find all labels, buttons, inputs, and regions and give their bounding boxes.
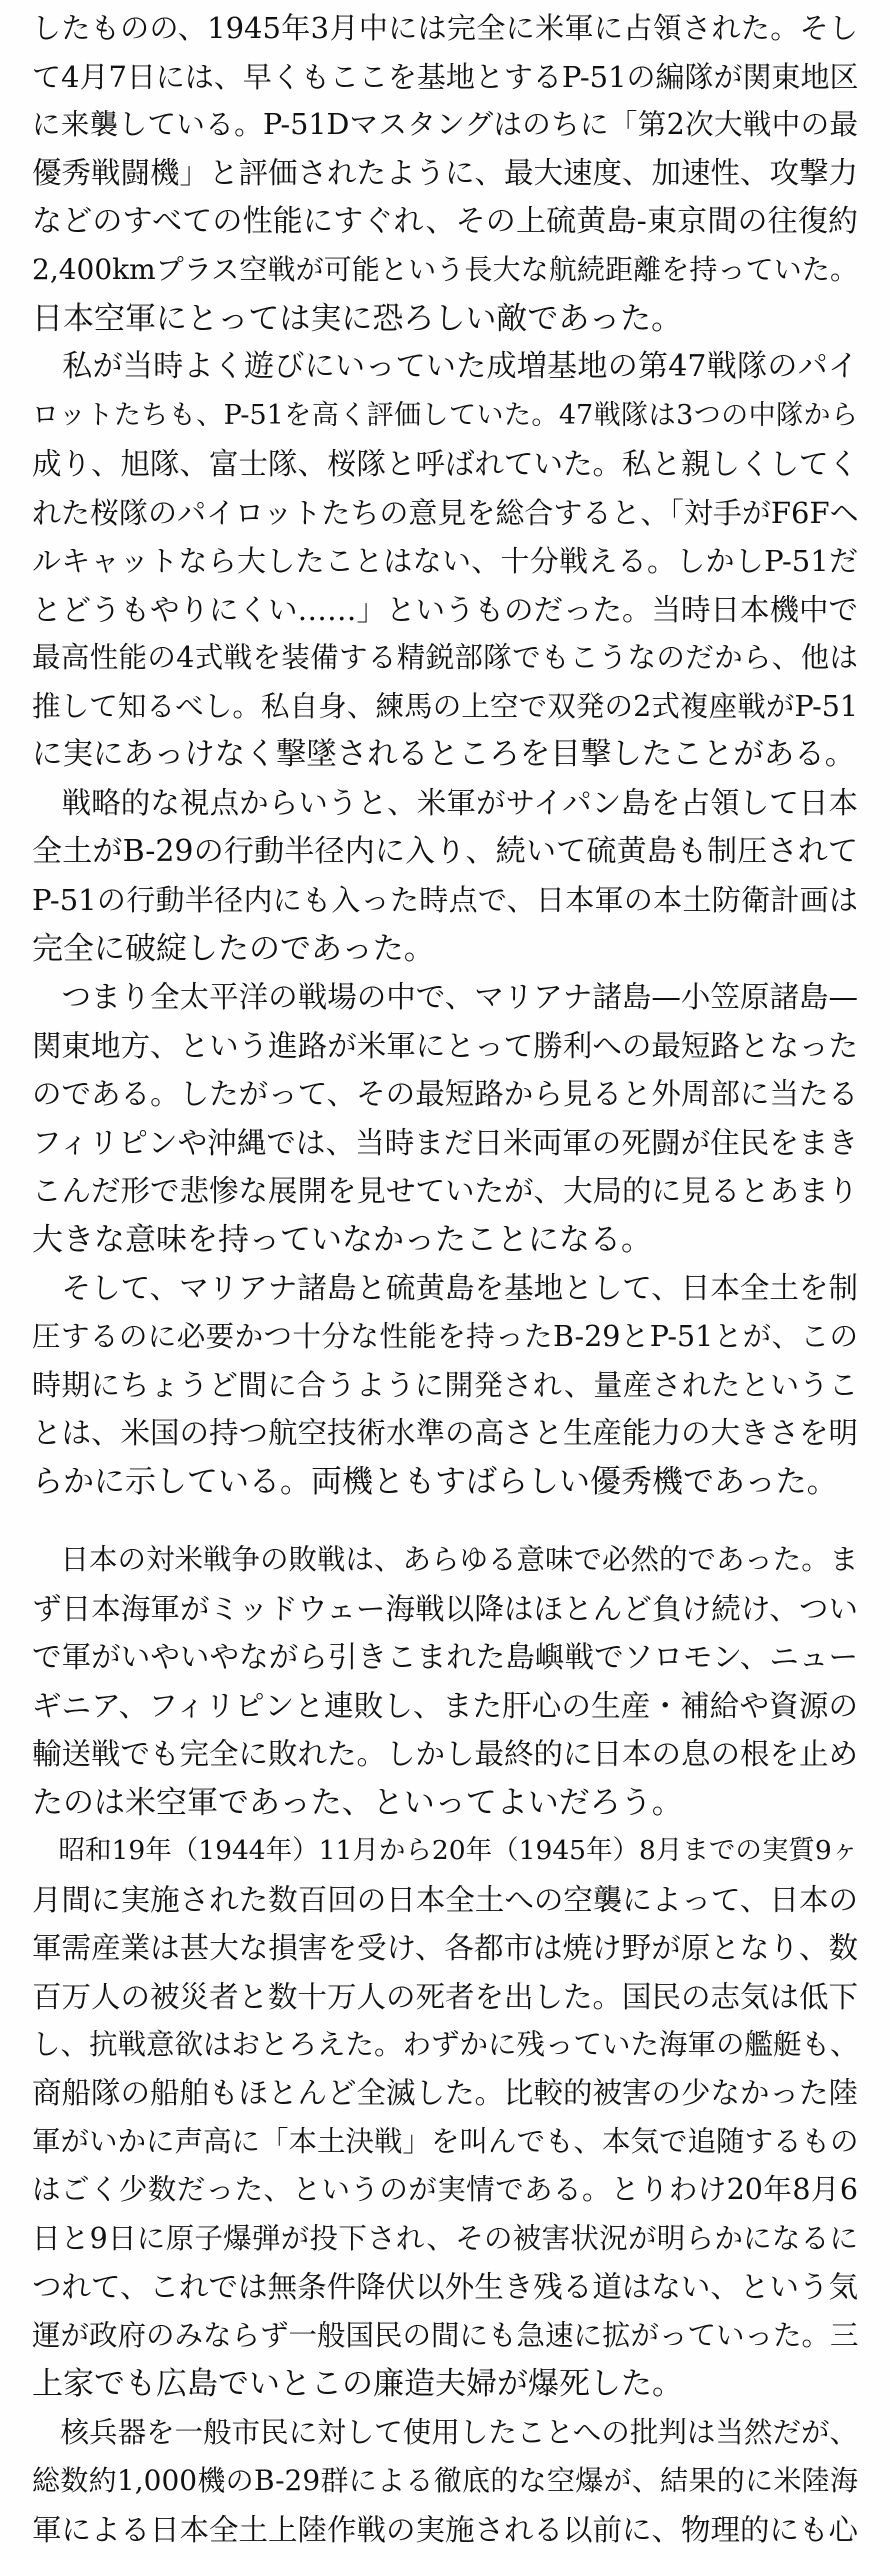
text-line: 成り、旭隊、富士隊、桜隊と呼ばれていた。私と親しくしてく [32,447,859,482]
text-line: 私が当時よく遊びにいっていた成増基地の第47戦隊のパイ [32,349,858,385]
text-line: とは、米国の持つ航空技術水準の高さと生産能力の大きさを明 [32,1416,859,1451]
text-line: 軍による日本全土上陸作戦の実施される以前に、物理的にも心 [32,2512,859,2547]
text-line: 総数約1,000機のB-29群による徹底的な空爆が、結果的に米陸海 [32,2464,858,2498]
text-line: ロットたちも、P-51を高く評価していた。47戦隊は3つの中隊から [32,399,858,431]
text-line: つまり全太平洋の戦場の中で、マリアナ諸島—小笠原諸島— [32,980,858,1015]
text-line: 軍需産業は甚大な損害を受け、各都市は焼け野が原となり、数 [32,1931,858,1965]
text-line: に実にあっけなく撃墜されるところを目撃したことがある。 [32,736,856,772]
text-line: ルキャットなら大したことはない、十分戦える。しかしP-51だ [32,544,858,579]
text-line: 日と9日に原子爆弾が投下され、その被害状況が明らかになるに [32,2221,858,2255]
text-line: で軍がいやいやながら引きこまれた島嶼戦でソロモン、ニュー [32,1640,858,1675]
text-line: フィリピンや沖縄では、当時まだ日米両軍の死闘が住民をまき [32,1125,858,1160]
text-line: などのすべての性能にすぐれ、その上硫黄島‐東京間の往復約 [32,203,858,239]
text-line: とどうもやりにくい……」というものだった。当時日本機中で [32,592,859,627]
text-line: 核兵器を一般市民に対して使用したことへの批判は当然だが、 [32,2415,858,2449]
text-line: ず日本海軍がミッドウェー海戦以降はほとんど負け続け、つい [32,1591,858,1626]
text-line: 戦略的な視点からいうと、米軍がサイパン島を占領して日本 [32,786,858,821]
text-line: 完全に破綻したのであった。 [32,930,435,967]
text-line: 推して知るべし。私自身、練馬の上空で双発の2式複座戦がP-51 [32,689,858,723]
text-line: て4月7日には、早くもここを基地とするP-51の編隊が関東地区 [32,59,859,94]
text-line: 関東地方、という進路が米軍にとって勝利への最短路となった [32,1028,858,1063]
text-line: P-51の行動半径内にも入った時点で、日本軍の本土防衛計画は [32,883,858,918]
text-line: 時期にちょうど間に合うように開発され、量産されたというこ [32,1367,858,1402]
text-line: 優秀戦闘機」と評価されたように、最大速度、加速性、攻撃力 [32,156,859,191]
text-line: 百万人の被災者と数十万人の死者を出した。国民の志気は低下 [32,1979,859,2014]
text-line: 輸送戦でも完全に敗れた。しかし最終的に日本の息の根を止め [32,1737,859,1772]
text-line: したものの、1945年3月中には完全に米軍に占領された。そし [32,11,858,45]
text-line: 日本の対米戦争の敗戦は、あらゆる意味で必然的であった。ま [32,1543,859,1577]
text-line: 全土がB-29の行動半径内に入り、続いて硫黄島も制圧されて [32,833,858,869]
text-line: 軍がいかに声高に「本土決戦」を叫んでも、本気で追随するもの [32,2124,859,2158]
text-line: 最高性能の4式戦を装備する精鋭部隊でもこうなのだから、他は [32,641,858,674]
text-line: たのは米空軍であった、といってよいだろう。 [32,1784,683,1821]
text-line: 大きな意味を持っていなかったことになる。 [32,1221,652,1258]
text-line: 月間に実施された数百回の日本全土への空襲によって、日本の [32,1882,858,1917]
text-line: つれて、これでは無条件降伏以外生き残る道はない、という気 [32,2270,858,2305]
text-line: 日本空軍にとっては実に恐ろしい敵であった。 [32,300,683,337]
text-line: 商船隊の船舶もほとんど全滅した。比較的被害の少なかった陸 [32,2076,859,2111]
text-line: 昭和19年（1944年）11月から20年（1945年）8月までの実質9ヶ [32,1835,859,1867]
text-line: のである。したがって、その最短路から見ると外周部に当たる [32,1077,858,1112]
text-line: し、抗戦意欲はおとろえた。わずかに残っていた海軍の艦艇も、 [32,2027,859,2061]
text-line: に来襲している。P-51Dマスタングはのちに「第2次大戦中の最 [32,107,858,141]
text-line: 2,400kmプラス空戦が可能という長大な航続距離を持っていた。 [32,253,858,287]
text-line: 圧するのに必要かつ十分な性能を持ったB-29とP-51とが、この [32,1319,858,1353]
text-line: れた桜隊のパイロットたちの意見を総合すると、「対手がF6Fヘ [32,495,859,530]
text-line: そして、マリアナ諸島と硫黄島を基地として、日本全土を制 [32,1271,858,1305]
text-line: 上家でも広島でいとこの廉造夫婦が爆死した。 [32,2366,683,2403]
text-line: ギニア、フィリピンと連敗し、また肝心の生産・補給や資源の [32,1688,858,1723]
text-line: はごく少数だった、というのが実情である。とりわけ20年8月6 [32,2173,858,2207]
text-line: らかに示している。両機ともすばらしい優秀機であった。 [32,1463,838,1500]
text-line: 運が政府のみならず一般国民の間にも急速に拡がっていった。三 [32,2318,859,2352]
text-line: こんだ形で悲惨な展開を見せていたが、大局的に見るとあまり [32,1174,859,1209]
